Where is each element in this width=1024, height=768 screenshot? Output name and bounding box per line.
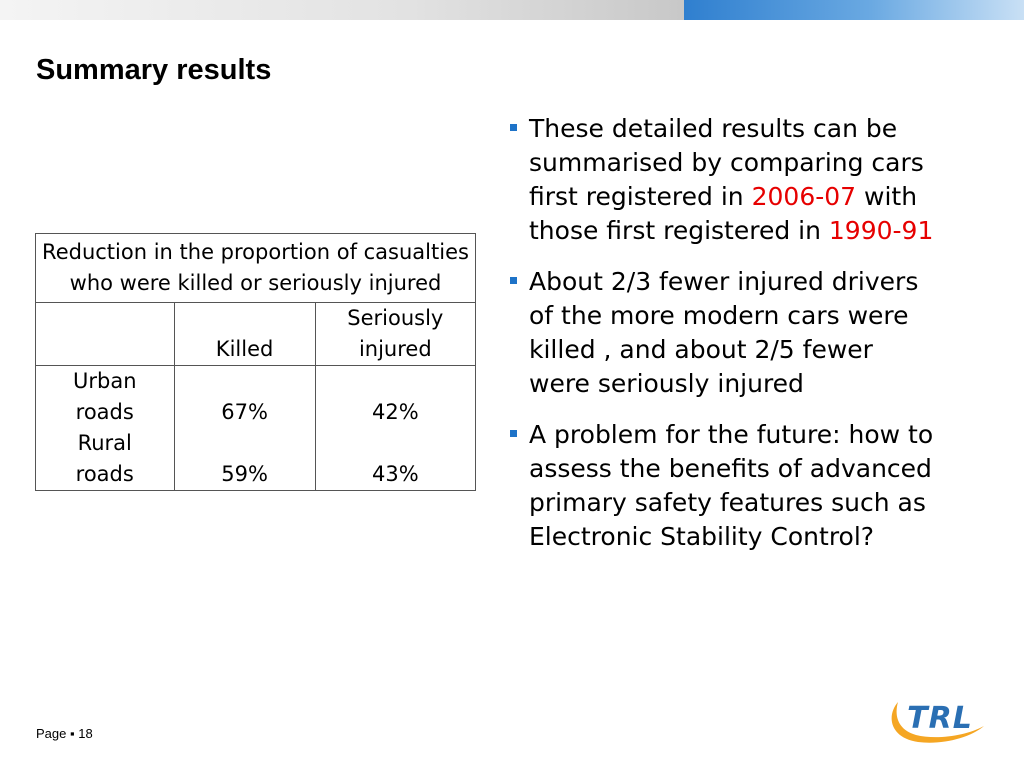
rural-killed-value: 59%	[221, 462, 268, 486]
bullet-text-part: These detailed results can be summarised by comparing cars first registered in	[529, 114, 924, 211]
year-highlight: 2006-07	[751, 182, 857, 211]
top-banner	[0, 0, 1024, 20]
bullet-square-icon	[510, 430, 517, 437]
bullet-item	[508, 112, 938, 248]
bullet-square-icon	[510, 124, 517, 131]
page-footer	[36, 726, 93, 741]
bullet-square-icon	[510, 277, 517, 284]
header-killed: Killed	[174, 303, 315, 366]
trl-logo-icon	[884, 688, 992, 748]
table-caption-row	[36, 234, 476, 303]
logo-text: TRL	[907, 701, 973, 736]
urban-serious-value: 42%	[371, 400, 419, 424]
header-seriously-injured: Seriously injured	[315, 303, 475, 366]
year-highlight: 1990-91	[828, 216, 934, 245]
page-label: Page	[36, 726, 67, 741]
killed-values-cell	[174, 366, 315, 491]
bullet-item	[508, 265, 938, 401]
row-labels-cell	[36, 366, 175, 491]
serious-values-cell	[315, 366, 475, 491]
header-empty	[36, 303, 175, 366]
urban-killed-value: 67%	[221, 400, 268, 424]
bullet-item	[508, 418, 938, 554]
row-label-urban: Urban roads	[72, 369, 137, 424]
table-header-row	[36, 303, 476, 366]
top-banner-grey	[0, 0, 684, 20]
row-label-rural: Rural roads	[75, 431, 134, 486]
top-banner-blue	[684, 0, 1024, 20]
bullet-text: A problem for the future: how to assess the benefits of advanced primary safety features such as Electronic Stability Control?	[529, 420, 934, 551]
bullet-list	[508, 112, 938, 571]
slide-title: Summary results	[36, 54, 272, 86]
page-number: 18	[78, 726, 93, 741]
bullet-text: About 2/3 fewer injured drivers of the more modern cars were killed , and about 2/5 fewer were seriously injured	[529, 267, 919, 398]
results-table	[35, 233, 476, 491]
bullet-text-part: with those first registered in	[529, 182, 918, 245]
table-row	[36, 366, 476, 491]
page-separator: ▪	[70, 726, 75, 741]
rural-serious-value: 43%	[371, 462, 419, 486]
table-caption: Reduction in the proportion of casualties who were killed or seriously injured	[36, 234, 476, 303]
